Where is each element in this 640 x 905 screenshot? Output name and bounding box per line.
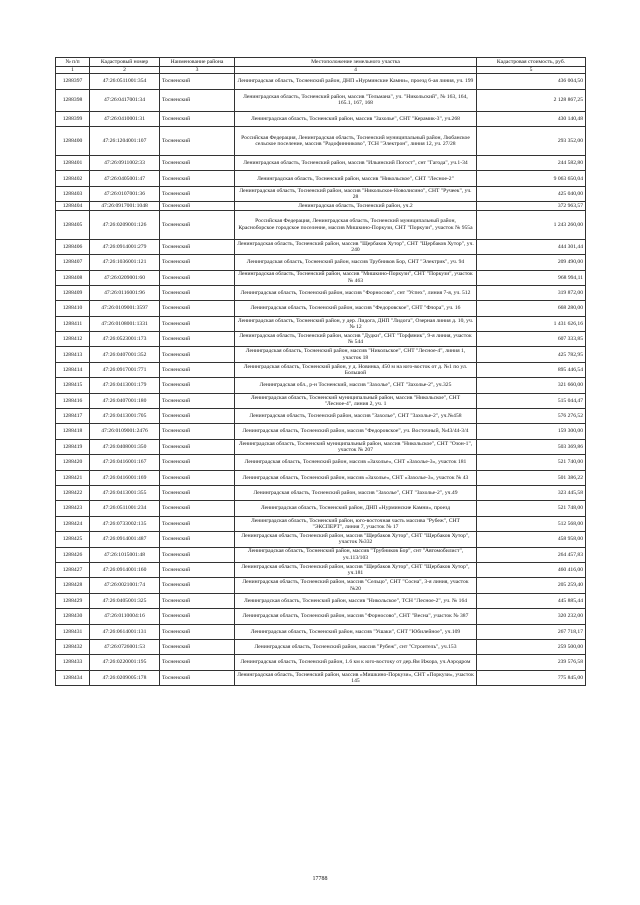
cadastral-number-cell: 47:26:0408001:350 bbox=[90, 439, 160, 454]
table-row bbox=[56, 455, 586, 470]
location-cell: Ленинградская область, Тосненский район, массив Трубников Бор, СНТ "Электрик", уч. 94 bbox=[235, 255, 477, 270]
row-number-cell: 1288403 bbox=[56, 186, 90, 201]
table-row bbox=[56, 156, 586, 171]
cadastral-value-cell: 264 457,83 bbox=[477, 547, 586, 562]
cadastral-value-cell: 521 740,00 bbox=[477, 455, 586, 470]
cadastral-value-cell: 895 446,54 bbox=[477, 362, 586, 377]
table-row bbox=[56, 378, 586, 393]
cadastral-value-cell: 501 386,22 bbox=[477, 470, 586, 485]
table-row bbox=[56, 655, 586, 670]
district-cell: Тосненский bbox=[160, 593, 235, 608]
document-page bbox=[55, 57, 585, 686]
location-cell: Ленинградская обл., р-н Тосненский, массив "Захолье", СНТ "Захолье-2", уч.325 bbox=[235, 378, 477, 393]
cadastral-value-cell: 319 872,00 bbox=[477, 285, 586, 300]
table-row bbox=[56, 639, 586, 654]
row-number-cell: 1288409 bbox=[56, 285, 90, 300]
district-cell: Тосненский bbox=[160, 362, 235, 377]
table-row bbox=[56, 501, 586, 516]
cadastral-value-cell: 372 963,57 bbox=[477, 202, 586, 211]
table-row bbox=[56, 186, 586, 201]
table-row bbox=[56, 624, 586, 639]
district-cell: Тосненский bbox=[160, 532, 235, 547]
location-cell: Ленинградская область, Тосненский район, массив "Никольское-Новолисино", СНТ "Ручеек", уч. 28 bbox=[235, 186, 477, 201]
row-number-cell: 1288414 bbox=[56, 362, 90, 377]
district-cell: Тосненский bbox=[160, 186, 235, 201]
cadastral-value-cell: 515 044,47 bbox=[477, 393, 586, 408]
table-row bbox=[56, 424, 586, 439]
district-cell: Тосненский bbox=[160, 562, 235, 577]
table-row bbox=[56, 409, 586, 424]
cadastral-value-cell: 209 490,00 bbox=[477, 255, 586, 270]
cadastral-number-cell: 47:26:0413001:179 bbox=[90, 378, 160, 393]
table-row bbox=[56, 470, 586, 485]
cadastral-number-cell: 47:26:0511001:234 bbox=[90, 501, 160, 516]
cadastral-number-cell: 47:26:0209005:178 bbox=[90, 670, 160, 685]
cadastral-number-cell: 47:26:0413001:705 bbox=[90, 409, 160, 424]
location-cell: Ленинградская область, Тосненский район, массив "Дудки", СНТ "Торфяник", 9-я линия, участок № 544 bbox=[235, 332, 477, 347]
cadastral-number-cell: 47:26:0407001:352 bbox=[90, 347, 160, 362]
table-body bbox=[56, 74, 586, 686]
table-row bbox=[56, 127, 586, 156]
district-cell: Тосненский bbox=[160, 285, 235, 300]
table-row bbox=[56, 74, 586, 89]
column-number: 5 bbox=[477, 67, 586, 74]
table-row bbox=[56, 347, 586, 362]
location-cell: Ленинградская область, Тосненский муниципальный район, массив "Никольское", СНТ "Озон-1", участок № 207 bbox=[235, 439, 477, 454]
cadastral-value-cell: 607 333,85 bbox=[477, 332, 586, 347]
district-cell: Тосненский bbox=[160, 210, 235, 239]
table-row bbox=[56, 111, 586, 126]
table-header-row bbox=[56, 58, 586, 67]
district-cell: Тосненский bbox=[160, 455, 235, 470]
header-district-name: Наименование района bbox=[160, 58, 235, 67]
district-cell: Тосненский bbox=[160, 578, 235, 593]
cadastral-value-cell: 503 369,86 bbox=[477, 439, 586, 454]
district-cell: Тосненский bbox=[160, 301, 235, 316]
cadastral-value-cell: 244 582,80 bbox=[477, 156, 586, 171]
cadastral-value-cell: 425 040,00 bbox=[477, 186, 586, 201]
district-cell: Тосненский bbox=[160, 655, 235, 670]
row-number-cell: 1288408 bbox=[56, 270, 90, 285]
table-row bbox=[56, 362, 586, 377]
location-cell: Ленинградская область, Тосненский район, массив "Рубеж", снт "Строитель", уч.153 bbox=[235, 639, 477, 654]
cadastral-value-cell: 1 243 260,00 bbox=[477, 210, 586, 239]
cadastral-value-cell: 445 885,44 bbox=[477, 593, 586, 608]
cadastral-value-cell: 293 352,00 bbox=[477, 127, 586, 156]
location-cell: Российская Федерация, Ленинградская область, Тосненский муниципальный район, Любанское сельское поселение, массив "Радофинниково", ТСН "Электрон", линия 12, уч. 27/28 bbox=[235, 127, 477, 156]
row-number-cell: 1288426 bbox=[56, 547, 90, 562]
cadastral-number-cell: 47:26:0209001:126 bbox=[90, 210, 160, 239]
location-cell: Ленинградская область, Тосненский район, ДНП «Нурминские Камни», проезд 6-ая линия, уч. 199 bbox=[235, 74, 477, 89]
location-cell: Ленинградская область, Тосненский район, массив «Захолье», СНТ «Захолье-3», участок № 43 bbox=[235, 470, 477, 485]
cadastral-number-cell: 47:26:1036001:121 bbox=[90, 255, 160, 270]
cadastral-number-cell: 47:26:0917001:771 bbox=[90, 362, 160, 377]
location-cell: Ленинградская область, Тосненский район, массив "Федоровское", СНТ "Флора", уч. 16 bbox=[235, 301, 477, 316]
header-cadastral-value: Кадастровая стоимость, руб. bbox=[477, 58, 586, 67]
table-row bbox=[56, 171, 586, 186]
location-cell: Ленинградская область, Тосненский район, у д. Новинка, 450 м на юго-восток от д. №1 по ул. Большой bbox=[235, 362, 477, 377]
header-cadastral-number: Кадастровый номер bbox=[90, 58, 160, 67]
location-cell: Ленинградская область, Тосненский район, массив "Трубников Бор", снт "Автомобилист", уч.113/103 bbox=[235, 547, 477, 562]
district-cell: Тосненский bbox=[160, 127, 235, 156]
cadastral-number-cell: 47:26:0109001:3597 bbox=[90, 301, 160, 316]
column-number: 3 bbox=[160, 67, 235, 74]
cadastral-number-cell: 47:26:0914001:160 bbox=[90, 562, 160, 577]
district-cell: Тосненский bbox=[160, 624, 235, 639]
district-cell: Тосненский bbox=[160, 156, 235, 171]
cadastral-value-cell: 320 232,00 bbox=[477, 609, 586, 624]
cadastral-value-cell: 259 500,00 bbox=[477, 639, 586, 654]
table-row bbox=[56, 210, 586, 239]
location-cell: Ленинградская область, Тосненский муниципальный район, массив "Никольское", СНТ "Лесное-4", линия 2, уч. 1 bbox=[235, 393, 477, 408]
row-number-cell: 1288399 bbox=[56, 111, 90, 126]
row-number-cell: 1288416 bbox=[56, 393, 90, 408]
row-number-cell: 1288432 bbox=[56, 639, 90, 654]
location-cell: Ленинградская область, Тосненский район, массив "Щербаков Хутор", СНТ "Щербаков Хутор", участок №332 bbox=[235, 532, 477, 547]
district-cell: Тосненский bbox=[160, 439, 235, 454]
district-cell: Тосненский bbox=[160, 347, 235, 362]
table-row bbox=[56, 593, 586, 608]
row-number-cell: 1288419 bbox=[56, 439, 90, 454]
table-row bbox=[56, 301, 586, 316]
location-cell: Ленинградская область, Тосненский район, массив «Мишкино-Поркузи», СНТ «Поркузи», участок 145 bbox=[235, 670, 477, 685]
row-number-cell: 1288428 bbox=[56, 578, 90, 593]
table-row bbox=[56, 89, 586, 111]
district-cell: Тосненский bbox=[160, 239, 235, 254]
district-cell: Тосненский bbox=[160, 255, 235, 270]
cadastral-number-cell: 47:26:0108001:1331 bbox=[90, 316, 160, 331]
district-cell: Тосненский bbox=[160, 486, 235, 501]
district-cell: Тосненский bbox=[160, 89, 235, 111]
row-number-cell: 1288429 bbox=[56, 593, 90, 608]
district-cell: Тосненский bbox=[160, 270, 235, 285]
location-cell: Ленинградская область, Тосненский район, массив "Ушаки", СНТ "Юбилейное", уч.109 bbox=[235, 624, 477, 639]
cadastral-number-cell: 47:26:1015001:48 bbox=[90, 547, 160, 562]
row-number-cell: 1288410 bbox=[56, 301, 90, 316]
location-cell: Ленинградская область, Тосненский район, массив "Никольское", ТСН "Лесное-2", уч. № 164 bbox=[235, 593, 477, 608]
district-cell: Тосненский bbox=[160, 202, 235, 211]
row-number-cell: 1288420 bbox=[56, 455, 90, 470]
district-cell: Тосненский bbox=[160, 516, 235, 531]
cadastral-value-cell: 576 276,52 bbox=[477, 409, 586, 424]
cadastral-number-cell: 47:26:0911002:33 bbox=[90, 156, 160, 171]
cadastral-value-cell: 267 718,17 bbox=[477, 624, 586, 639]
cadastral-value-cell: 323 445,58 bbox=[477, 486, 586, 501]
location-cell: Ленинградская область, Тосненский район, массив "Сельцо", СНТ "Сосна", 3-я линия, участок №20 bbox=[235, 578, 477, 593]
cadastral-value-cell: 2 128 867,25 bbox=[477, 89, 586, 111]
district-cell: Тосненский bbox=[160, 332, 235, 347]
cadastral-value-cell: 430 140,48 bbox=[477, 111, 586, 126]
row-number-cell: 1288417 bbox=[56, 409, 90, 424]
row-number-cell: 1288413 bbox=[56, 347, 90, 362]
cadastral-number-cell: 47:26:0914001:279 bbox=[90, 239, 160, 254]
row-number-cell: 1288422 bbox=[56, 486, 90, 501]
location-cell: Ленинградская область, Тосненский район, массив «Захолье», СНТ «Захолье-3», участок 181 bbox=[235, 455, 477, 470]
row-number-cell: 1288401 bbox=[56, 156, 90, 171]
cadastral-number-cell: 47:26:0021001:74 bbox=[90, 578, 160, 593]
table-row bbox=[56, 516, 586, 531]
row-number-cell: 1288411 bbox=[56, 316, 90, 331]
cadastral-number-cell: 47:26:0417001:34 bbox=[90, 89, 160, 111]
district-cell: Тосненский bbox=[160, 409, 235, 424]
row-number-cell: 1288400 bbox=[56, 127, 90, 156]
location-cell: Ленинградская область, Тосненский район, массив "Форносово", снт "Успех", линия 7-я, уч. 512 bbox=[235, 285, 477, 300]
district-cell: Тосненский bbox=[160, 393, 235, 408]
cadastral-number-cell: 47:26:0405001:47 bbox=[90, 171, 160, 186]
table-row bbox=[56, 609, 586, 624]
cadastral-value-cell: 460 416,00 bbox=[477, 562, 586, 577]
cadastral-number-cell: 47:26:0405001:325 bbox=[90, 593, 160, 608]
cadastral-number-cell: 47:26:0511001:354 bbox=[90, 74, 160, 89]
cadastral-value-table bbox=[55, 57, 586, 686]
cadastral-number-cell: 47:26:0410001:31 bbox=[90, 111, 160, 126]
cadastral-number-cell: 47:26:0733002:135 bbox=[90, 516, 160, 531]
location-cell: Ленинградская область, Тосненский район, 1.6 км к юго-востоку от дер.Ям Ижора, уч.Аэродром bbox=[235, 655, 477, 670]
table-row bbox=[56, 439, 586, 454]
location-cell: Ленинградская область, Тосненский район, массив "Щербаков Хутор", СНТ "Щербаков Хутор", уч. 240 bbox=[235, 239, 477, 254]
cadastral-value-cell: 321 660,00 bbox=[477, 378, 586, 393]
row-number-cell: 1288407 bbox=[56, 255, 90, 270]
cadastral-number-cell: 47:26:0109001:2476 bbox=[90, 424, 160, 439]
table-row bbox=[56, 486, 586, 501]
district-cell: Тосненский bbox=[160, 547, 235, 562]
district-cell: Тосненский bbox=[160, 74, 235, 89]
cadastral-number-cell: 47:26:0407001:180 bbox=[90, 393, 160, 408]
cadastral-value-cell: 159 300,00 bbox=[477, 424, 586, 439]
cadastral-value-cell: 239 576,58 bbox=[477, 655, 586, 670]
district-cell: Тосненский bbox=[160, 609, 235, 624]
cadastral-number-cell: 47:26:0614001:131 bbox=[90, 624, 160, 639]
location-cell: Ленинградская область, Тосненский район, у дер. Лидога, ДНП "Лидога", Озерная линия д. 10, уч. № 12 bbox=[235, 316, 477, 331]
column-number: 4 bbox=[235, 67, 477, 74]
cadastral-number-cell: 47:26:0413001:355 bbox=[90, 486, 160, 501]
cadastral-number-cell: 47:26:0726001:53 bbox=[90, 639, 160, 654]
cadastral-value-cell: 512 568,00 bbox=[477, 516, 586, 531]
table-row bbox=[56, 547, 586, 562]
row-number-cell: 1288406 bbox=[56, 239, 90, 254]
cadastral-value-cell: 436 004,50 bbox=[477, 74, 586, 89]
row-number-cell: 1288412 bbox=[56, 332, 90, 347]
table-row bbox=[56, 393, 586, 408]
row-number-cell: 1288427 bbox=[56, 562, 90, 577]
cadastral-number-cell: 47:26:0107001:36 bbox=[90, 186, 160, 201]
location-cell: Ленинградская область, Тосненский район, массив "Тельмана", уч. "Никольский", № 163, 164, 165.1, 167, 168 bbox=[235, 89, 477, 111]
table-row bbox=[56, 270, 586, 285]
district-cell: Тосненский bbox=[160, 501, 235, 516]
column-number-row bbox=[56, 67, 586, 74]
column-number: 2 bbox=[90, 67, 160, 74]
table-row bbox=[56, 255, 586, 270]
table-row bbox=[56, 332, 586, 347]
cadastral-value-cell: 458 958,00 bbox=[477, 532, 586, 547]
row-number-cell: 1288418 bbox=[56, 424, 90, 439]
cadastral-number-cell: 47:26:0914001:487 bbox=[90, 532, 160, 547]
row-number-cell: 1288423 bbox=[56, 501, 90, 516]
page-number: 17788 bbox=[312, 876, 328, 882]
cadastral-value-cell: 775 845,00 bbox=[477, 670, 586, 685]
row-number-cell: 1288405 bbox=[56, 210, 90, 239]
location-cell: Ленинградская область, Тосненский район, массив "Форносово", СНТ "Весна", участок № 387 bbox=[235, 609, 477, 624]
table-row bbox=[56, 532, 586, 547]
location-cell: Ленинградская область, Тосненский район, уч.2 bbox=[235, 202, 477, 211]
header-number: № п/п bbox=[56, 58, 90, 67]
table-row bbox=[56, 239, 586, 254]
location-cell: Ленинградская область, Тосненский район, массив "Никольское", СНТ "Лесное-4", линия 1, участок 18 bbox=[235, 347, 477, 362]
cadastral-number-cell: 47:26:0416001:167 bbox=[90, 455, 160, 470]
location-cell: Ленинградская область, Тосненский район, юго-восточная часть массива "Рубеж", СНТ "ЭКСПЕРТ", линия 7, участок № 17 bbox=[235, 516, 477, 531]
location-cell: Ленинградская область, Тосненский район, массив "Никольское", СНТ "Лесное-2" bbox=[235, 171, 477, 186]
district-cell: Тосненский bbox=[160, 470, 235, 485]
cadastral-value-cell: 425 782,95 bbox=[477, 347, 586, 362]
district-cell: Тосненский bbox=[160, 670, 235, 685]
cadastral-value-cell: 1 431 626,16 bbox=[477, 316, 586, 331]
district-cell: Тосненский bbox=[160, 316, 235, 331]
column-number: 1 bbox=[56, 67, 90, 74]
row-number-cell: 1288421 bbox=[56, 470, 90, 485]
cadastral-value-cell: 9 063 650,04 bbox=[477, 171, 586, 186]
location-cell: Ленинградская область, Тосненский район, ДНП «Нурминские Камни», проезд bbox=[235, 501, 477, 516]
row-number-cell: 1288431 bbox=[56, 624, 90, 639]
row-number-cell: 1288398 bbox=[56, 89, 90, 111]
row-number-cell: 1288404 bbox=[56, 202, 90, 211]
cadastral-number-cell: 47:26:0220001:195 bbox=[90, 655, 160, 670]
row-number-cell: 1288415 bbox=[56, 378, 90, 393]
cadastral-value-cell: 444 301,44 bbox=[477, 239, 586, 254]
table-row bbox=[56, 285, 586, 300]
district-cell: Тосненский bbox=[160, 639, 235, 654]
row-number-cell: 1288430 bbox=[56, 609, 90, 624]
table-row bbox=[56, 316, 586, 331]
district-cell: Тосненский bbox=[160, 378, 235, 393]
cadastral-value-cell: 205 259,40 bbox=[477, 578, 586, 593]
table-row bbox=[56, 670, 586, 685]
location-cell: Ленинградская область, Тосненский район, массив "Ильинский Погост", снт "Гагода", уч.1-34 bbox=[235, 156, 477, 171]
cadastral-number-cell: 47:26:0110004:16 bbox=[90, 609, 160, 624]
cadastral-value-cell: 668 280,00 bbox=[477, 301, 586, 316]
cadastral-value-cell: 521 748,00 bbox=[477, 501, 586, 516]
district-cell: Тосненский bbox=[160, 424, 235, 439]
location-cell: Ленинградская область, Тосненский район, массив "Захолье", СНТ "Захолье-2", уч.№458 bbox=[235, 409, 477, 424]
cadastral-value-cell: 968 994,11 bbox=[477, 270, 586, 285]
row-number-cell: 1288433 bbox=[56, 655, 90, 670]
header-location: Местоположение земельного участка bbox=[235, 58, 477, 67]
location-cell: Ленинградская область, Тосненский район, массив "Захолье", СНТ "Захолье-2", уч.49 bbox=[235, 486, 477, 501]
row-number-cell: 1288434 bbox=[56, 670, 90, 685]
row-number-cell: 1288402 bbox=[56, 171, 90, 186]
table-row bbox=[56, 562, 586, 577]
location-cell: Ленинградская область, Тосненский район, массив "Федоровское", уч. Восточный, №43/44-3/4 bbox=[235, 424, 477, 439]
table-row bbox=[56, 202, 586, 211]
location-cell: Ленинградская область, Тосненский район, массив "Мишкино-Поркузи", СНТ "Поркузи", участок № 463 bbox=[235, 270, 477, 285]
district-cell: Тосненский bbox=[160, 171, 235, 186]
location-cell: Ленинградская область, Тосненский район, массив "Захолье", СНТ "Керамик-3", уч.268 bbox=[235, 111, 477, 126]
row-number-cell: 1288425 bbox=[56, 532, 90, 547]
district-cell: Тосненский bbox=[160, 111, 235, 126]
cadastral-number-cell: 47:26:0917001:1048 bbox=[90, 202, 160, 211]
cadastral-number-cell: 47:26:0523001:173 bbox=[90, 332, 160, 347]
row-number-cell: 1288424 bbox=[56, 516, 90, 531]
location-cell: Ленинградская область, Тосненский район, массив "Щербаков Хутор", СНТ "Щербаков Хутор", уч.181 bbox=[235, 562, 477, 577]
row-number-cell: 1288397 bbox=[56, 74, 90, 89]
table-row bbox=[56, 578, 586, 593]
location-cell: Российская Федерация, Ленинградская область, Тосненский муниципальный район, Красноборское городское поселение, массив Мишкино-Поркузи, СНТ "Поркузи", участок № 955а bbox=[235, 210, 477, 239]
cadastral-number-cell: 47:26:0116001:96 bbox=[90, 285, 160, 300]
cadastral-number-cell: 47:26:1204001:107 bbox=[90, 127, 160, 156]
cadastral-number-cell: 47:26:0209001:60 bbox=[90, 270, 160, 285]
cadastral-number-cell: 47:26:0416001:169 bbox=[90, 470, 160, 485]
